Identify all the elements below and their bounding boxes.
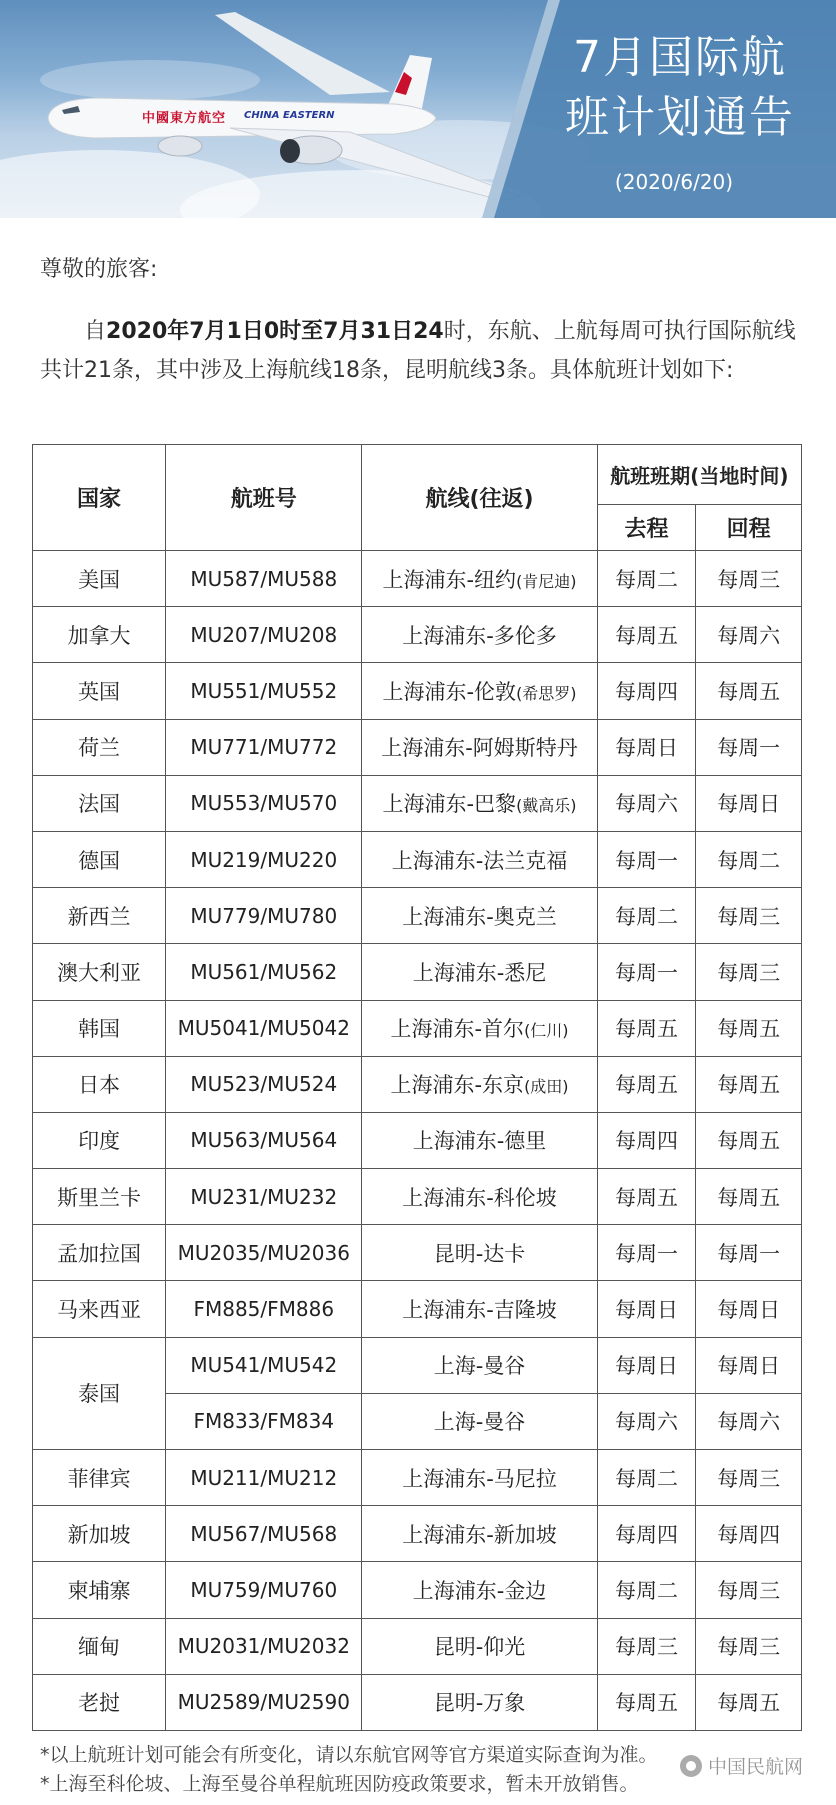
cell-return: 每周六 xyxy=(696,1393,802,1449)
cell-flight-no: MU5041/MU5042 xyxy=(166,1000,362,1056)
cell-route xyxy=(362,1506,597,1562)
footnote-2: *上海至科伦坡、上海至曼谷单程航班因防疫政策要求，暂未开放销售。 xyxy=(40,1773,639,1795)
notice-date: (2020/6/20) xyxy=(614,170,734,194)
cell-outbound: 每周五 xyxy=(597,1169,696,1225)
cell-flight-no: MU771/MU772 xyxy=(166,719,362,775)
route-text: 上海浦东-首尔 xyxy=(390,1017,525,1042)
cell-return: 每周五 xyxy=(696,1000,802,1056)
cell-country: 老挝 xyxy=(33,1674,166,1730)
cell-outbound: 每周四 xyxy=(597,663,696,719)
cell-return: 每周六 xyxy=(696,607,802,663)
cell-return: 每周四 xyxy=(696,1506,802,1562)
route-airport-note: (仁川) xyxy=(524,1021,569,1041)
cell-outbound: 每周日 xyxy=(597,1281,696,1337)
route-text: 上海浦东-法兰克福 xyxy=(391,848,568,873)
route-text: 上海浦东-悉尼 xyxy=(412,960,547,985)
table-row xyxy=(33,1000,802,1056)
cell-flight-no: MU567/MU568 xyxy=(166,1506,362,1562)
watermark xyxy=(680,1752,803,1779)
cell-return: 每周五 xyxy=(696,1169,802,1225)
cell-flight-no: MU2031/MU2032 xyxy=(166,1618,362,1674)
cell-return: 每周日 xyxy=(696,1337,802,1393)
route-text: 上海浦东-伦敦 xyxy=(382,679,517,704)
cell-outbound: 每周一 xyxy=(597,1225,696,1281)
cell-route xyxy=(362,1225,597,1281)
route-text: 上海-曼谷 xyxy=(433,1410,526,1435)
cell-country: 英国 xyxy=(33,663,166,719)
cell-return: 每周三 xyxy=(696,888,802,944)
cell-route xyxy=(362,775,597,831)
cell-flight-no: FM885/FM886 xyxy=(166,1281,362,1337)
cell-country: 荷兰 xyxy=(33,719,166,775)
table-row xyxy=(33,888,802,944)
table-row xyxy=(33,1169,802,1225)
table-row xyxy=(33,607,802,663)
cell-route xyxy=(362,551,597,607)
cell-country: 新加坡 xyxy=(33,1506,166,1562)
cell-route xyxy=(362,719,597,775)
header-banner xyxy=(0,0,836,218)
airline-name-cn: 中國東方航空 xyxy=(142,111,227,126)
table-row xyxy=(33,944,802,1000)
route-text: 上海浦东-奥克兰 xyxy=(402,904,557,929)
cell-outbound: 每周五 xyxy=(597,607,696,663)
greeting: 尊敬的旅客: xyxy=(40,257,158,282)
header-country: 国家 xyxy=(33,445,166,551)
cell-outbound: 每周二 xyxy=(597,1450,696,1506)
footnote-1: *以上航班计划可能会有所变化，请以东航官网等官方渠道实际查询为准。 xyxy=(40,1744,658,1766)
table-row xyxy=(33,831,802,887)
route-text: 上海浦东-东京 xyxy=(390,1073,525,1098)
cell-return: 每周三 xyxy=(696,1562,802,1618)
cell-flight-no: MU561/MU562 xyxy=(166,944,362,1000)
cell-flight-no: FM833/FM834 xyxy=(166,1393,362,1449)
cell-route xyxy=(362,1562,597,1618)
route-text: 昆明-仰光 xyxy=(433,1635,526,1660)
cell-outbound: 每周一 xyxy=(597,831,696,887)
header-return: 回程 xyxy=(696,505,802,551)
cell-country: 菲律宾 xyxy=(33,1450,166,1506)
cell-outbound: 每周三 xyxy=(597,1618,696,1674)
cell-return: 每周三 xyxy=(696,944,802,1000)
cell-route xyxy=(362,1112,597,1168)
route-airport-note: (希思罗) xyxy=(516,683,577,703)
cell-country: 美国 xyxy=(33,551,166,607)
cell-flight-no: MU523/MU524 xyxy=(166,1056,362,1112)
cell-outbound: 每周六 xyxy=(597,1393,696,1449)
cell-return: 每周三 xyxy=(696,551,802,607)
table-row xyxy=(33,1337,802,1393)
route-airport-note: (成田) xyxy=(524,1077,569,1097)
cell-country: 加拿大 xyxy=(33,607,166,663)
title-line-2: 班计划通告 xyxy=(565,92,795,143)
cell-flight-no: MU551/MU552 xyxy=(166,663,362,719)
intro-rest: 时，东航、上航每周可执行国际航线共计21条，其中涉及上海航线18条，昆明航线3条。具体航班计划如下: xyxy=(40,319,796,383)
cell-flight-no: MU541/MU542 xyxy=(166,1337,362,1393)
cell-return: 每周一 xyxy=(696,719,802,775)
route-text: 昆明-达卡 xyxy=(433,1241,526,1266)
footnotes xyxy=(40,1741,658,1799)
route-text: 上海浦东-科伦坡 xyxy=(402,1185,557,1210)
cell-country: 孟加拉国 xyxy=(33,1225,166,1281)
cell-country: 法国 xyxy=(33,775,166,831)
cell-outbound: 每周四 xyxy=(597,1112,696,1168)
cell-outbound: 每周二 xyxy=(597,888,696,944)
route-airport-note: (肯尼迪) xyxy=(516,571,577,591)
cell-flight-no: MU563/MU564 xyxy=(166,1112,362,1168)
route-text: 上海-曼谷 xyxy=(433,1354,526,1379)
cell-return: 每周五 xyxy=(696,1674,802,1730)
cell-return: 每周三 xyxy=(696,1450,802,1506)
cell-country: 韩国 xyxy=(33,1000,166,1056)
cell-flight-no: MU553/MU570 xyxy=(166,775,362,831)
cell-route xyxy=(362,1450,597,1506)
route-text: 昆明-万象 xyxy=(433,1691,526,1716)
cell-outbound: 每周五 xyxy=(597,1674,696,1730)
cell-country: 德国 xyxy=(33,831,166,887)
cell-return: 每周五 xyxy=(696,1112,802,1168)
cell-route xyxy=(362,1674,597,1730)
cell-flight-no: MU231/MU232 xyxy=(166,1169,362,1225)
cell-flight-no: MU2589/MU2590 xyxy=(166,1674,362,1730)
route-text: 上海浦东-多伦多 xyxy=(402,623,557,648)
header-outbound: 去程 xyxy=(597,505,696,551)
table-row xyxy=(33,1112,802,1168)
cell-country: 柬埔寨 xyxy=(33,1562,166,1618)
cell-outbound: 每周日 xyxy=(597,719,696,775)
header-route: 航线(往返) xyxy=(362,445,597,551)
cell-outbound: 每周二 xyxy=(597,551,696,607)
cell-route xyxy=(362,663,597,719)
cell-return: 每周日 xyxy=(696,775,802,831)
cell-return: 每周五 xyxy=(696,663,802,719)
cell-return: 每周一 xyxy=(696,1225,802,1281)
cell-outbound: 每周六 xyxy=(597,775,696,831)
cell-route xyxy=(362,888,597,944)
table-row xyxy=(33,719,802,775)
cell-route xyxy=(362,1393,597,1449)
route-airport-note: (戴高乐) xyxy=(516,796,577,816)
route-text: 上海浦东-马尼拉 xyxy=(402,1466,557,1491)
cell-outbound: 每周四 xyxy=(597,1506,696,1562)
table-row xyxy=(33,1225,802,1281)
table-row xyxy=(33,1506,802,1562)
route-text: 上海浦东-吉隆坡 xyxy=(402,1298,557,1323)
table-row xyxy=(33,1056,802,1112)
cell-route xyxy=(362,944,597,1000)
route-text: 上海浦东-纽约 xyxy=(382,567,517,592)
cell-return: 每周三 xyxy=(696,1618,802,1674)
cell-flight-no: MU759/MU760 xyxy=(166,1562,362,1618)
cell-route xyxy=(362,1056,597,1112)
watermark-text: 中国民航网 xyxy=(708,1756,804,1778)
airline-name-en: CHINA EASTERN xyxy=(244,110,335,121)
cell-route xyxy=(362,1337,597,1393)
cell-return: 每周二 xyxy=(696,831,802,887)
cell-country: 印度 xyxy=(33,1112,166,1168)
table-row xyxy=(33,1674,802,1730)
cell-outbound: 每周五 xyxy=(597,1000,696,1056)
header-flight-no: 航班号 xyxy=(166,445,362,551)
route-text: 上海浦东-阿姆斯特丹 xyxy=(381,736,578,761)
cell-outbound: 每周五 xyxy=(597,1056,696,1112)
cell-flight-no: MU219/MU220 xyxy=(166,831,362,887)
intro-prefix: 自 xyxy=(84,319,107,344)
cell-route xyxy=(362,1281,597,1337)
route-text: 上海浦东-德里 xyxy=(412,1129,547,1154)
cell-flight-no: MU587/MU588 xyxy=(166,551,362,607)
table-row xyxy=(33,1450,802,1506)
title-line-1: 7月国际航 xyxy=(573,32,787,83)
table-row xyxy=(33,1281,802,1337)
intro-paragraph xyxy=(40,312,800,390)
cell-country: 澳大利亚 xyxy=(33,944,166,1000)
cell-route xyxy=(362,607,597,663)
table-row xyxy=(33,1562,802,1618)
cell-country: 马来西亚 xyxy=(33,1281,166,1337)
cell-route xyxy=(362,1618,597,1674)
cell-flight-no: MU211/MU212 xyxy=(166,1450,362,1506)
cell-return: 每周五 xyxy=(696,1056,802,1112)
flight-schedule-table xyxy=(32,444,802,1731)
cell-outbound: 每周日 xyxy=(597,1337,696,1393)
watermark-logo-icon xyxy=(680,1755,702,1777)
cell-route xyxy=(362,831,597,887)
table-row xyxy=(33,663,802,719)
table-body xyxy=(33,551,802,1731)
table-row xyxy=(33,775,802,831)
cell-flight-no: MU207/MU208 xyxy=(166,607,362,663)
cell-return: 每周日 xyxy=(696,1281,802,1337)
page-title xyxy=(560,28,800,148)
cell-country: 斯里兰卡 xyxy=(33,1169,166,1225)
cell-route xyxy=(362,1169,597,1225)
cell-outbound: 每周一 xyxy=(597,944,696,1000)
cell-route xyxy=(362,1000,597,1056)
table-row xyxy=(33,551,802,607)
cell-country: 日本 xyxy=(33,1056,166,1112)
cell-flight-no: MU779/MU780 xyxy=(166,888,362,944)
intro-period: 2020年7月1日0时至7月31日24 xyxy=(106,319,444,344)
cell-outbound: 每周二 xyxy=(597,1562,696,1618)
cell-country: 缅甸 xyxy=(33,1618,166,1674)
header-schedule: 航班班期(当地时间) xyxy=(597,445,801,505)
route-text: 上海浦东-金边 xyxy=(412,1578,547,1603)
route-text: 上海浦东-巴黎 xyxy=(382,792,517,817)
cell-country: 新西兰 xyxy=(33,888,166,944)
table-row xyxy=(33,1618,802,1674)
cell-flight-no: MU2035/MU2036 xyxy=(166,1225,362,1281)
route-text: 上海浦东-新加坡 xyxy=(402,1522,557,1547)
cell-country: 泰国 xyxy=(33,1337,166,1449)
